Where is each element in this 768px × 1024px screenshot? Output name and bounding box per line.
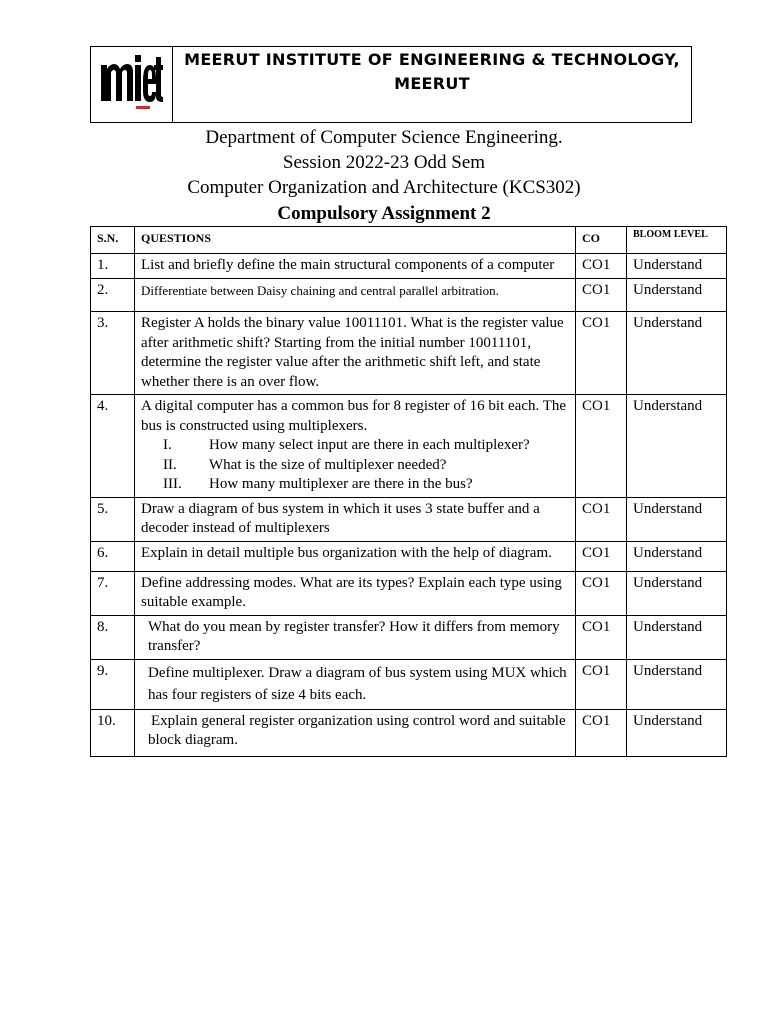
row-bloom: Understand	[627, 254, 727, 279]
row-sn: 2.	[91, 279, 135, 312]
row-bloom: Understand	[627, 497, 727, 541]
row-question: Explain general register organization using control word and suitable block diagram.	[148, 712, 566, 748]
institute-header	[90, 46, 692, 123]
table-row	[91, 497, 727, 541]
row-co: CO1	[576, 497, 627, 541]
row-question-cell	[135, 615, 576, 659]
row-sn: 1.	[91, 254, 135, 279]
row-question: What do you mean by register transfer? How it differs from memory transfer?	[148, 618, 560, 654]
sub-question-item	[141, 475, 569, 495]
row-question-cell	[135, 659, 576, 709]
row-question: List and briefly define the main structural components of a computer	[135, 254, 576, 279]
row-question-cell	[135, 395, 576, 498]
questions-table	[90, 226, 727, 757]
row-bloom: Understand	[627, 571, 727, 615]
table-row	[91, 659, 727, 709]
row-question-cell	[135, 709, 576, 756]
table-row	[91, 279, 727, 312]
row-bloom: Understand	[627, 659, 727, 709]
row-co: CO1	[576, 541, 627, 571]
institute-name: MEERUT INSTITUTE OF ENGINEERING & TECHNOLOGY, MEERUT	[184, 50, 680, 93]
row-sn: 3.	[91, 312, 135, 395]
row-sn: 10.	[91, 709, 135, 756]
row-bloom: Understand	[627, 395, 727, 498]
session-line: Session 2022-23 Odd Sem	[282, 152, 486, 173]
course-line: Computer Organization and Architecture (KCS302)	[187, 177, 581, 198]
row-question: Differentiate between Daisy chaining and central parallel arbitration.	[135, 279, 576, 312]
row-sn: 5.	[91, 497, 135, 541]
row-bloom: Understand	[627, 279, 727, 312]
row-co: CO1	[576, 659, 627, 709]
sub-question-number: I.	[163, 437, 172, 453]
sub-question-item	[141, 436, 569, 456]
col-header-co: CO	[576, 227, 627, 254]
row-co: CO1	[576, 615, 627, 659]
row-co: CO1	[576, 395, 627, 498]
row-sn: 8.	[91, 615, 135, 659]
row-sn: 9.	[91, 659, 135, 709]
sub-question-number: II.	[163, 456, 177, 473]
row-question: A digital computer has a common bus for 8 register of 16 bit each. The bus is constructed using multiplexers.	[141, 398, 567, 434]
sub-question-text: How many select input are there in each multiplexer?	[209, 437, 530, 453]
table-header-row	[91, 227, 727, 254]
col-header-questions: QUESTIONS	[135, 227, 576, 254]
table-row	[91, 709, 727, 756]
row-bloom: Understand	[627, 312, 727, 395]
row-question: Register A holds the binary value 10011101. What is the register value after arithmetic shift? Starting from the initial number 10011101, determine the register value after the arithmetic shift left, and state whether there is an over flow.	[135, 312, 576, 395]
table-row	[91, 312, 727, 395]
row-bloom: Understand	[627, 709, 727, 756]
row-question: Draw a diagram of bus system in which it uses 3 state buffer and a decoder instead of multiplexers	[135, 497, 576, 541]
row-co: CO1	[576, 254, 627, 279]
row-bloom: Understand	[627, 615, 727, 659]
row-question: Define addressing modes. What are its types? Explain each type using suitable example.	[135, 571, 576, 615]
row-co: CO1	[576, 709, 627, 756]
table-row	[91, 615, 727, 659]
row-bloom: Understand	[627, 541, 727, 571]
table-row	[91, 571, 727, 615]
department-line: Department of Computer Science Engineering.	[205, 127, 563, 148]
table-row	[91, 395, 727, 498]
row-co: CO1	[576, 279, 627, 312]
miet-logo	[99, 51, 163, 113]
row-co: CO1	[576, 312, 627, 395]
row-sn: 7.	[91, 571, 135, 615]
row-sn: 6.	[91, 541, 135, 571]
col-header-bloom-level: BLOOM LEVEL	[627, 227, 727, 254]
sub-question-text: How many multiplexer are there in the bus?	[209, 476, 473, 492]
sub-question-list	[141, 436, 569, 495]
sub-question-number: III.	[163, 476, 182, 492]
table-row	[91, 254, 727, 279]
sub-question-text: What is the size of multiplexer needed?	[209, 456, 447, 473]
row-sn: 4.	[91, 395, 135, 498]
row-question: Define multiplexer. Draw a diagram of bus system using MUX which has four registers of size 4 bits each.	[148, 664, 567, 703]
row-question: Explain in detail multiple bus organization with the help of diagram.	[135, 541, 576, 571]
sub-question-item	[141, 456, 569, 476]
row-co: CO1	[576, 571, 627, 615]
table-row	[91, 541, 727, 571]
assignment-title: Compulsory Assignment 2	[277, 203, 491, 224]
col-header-sn: S.N.	[91, 227, 135, 254]
logo-cell	[91, 47, 173, 122]
